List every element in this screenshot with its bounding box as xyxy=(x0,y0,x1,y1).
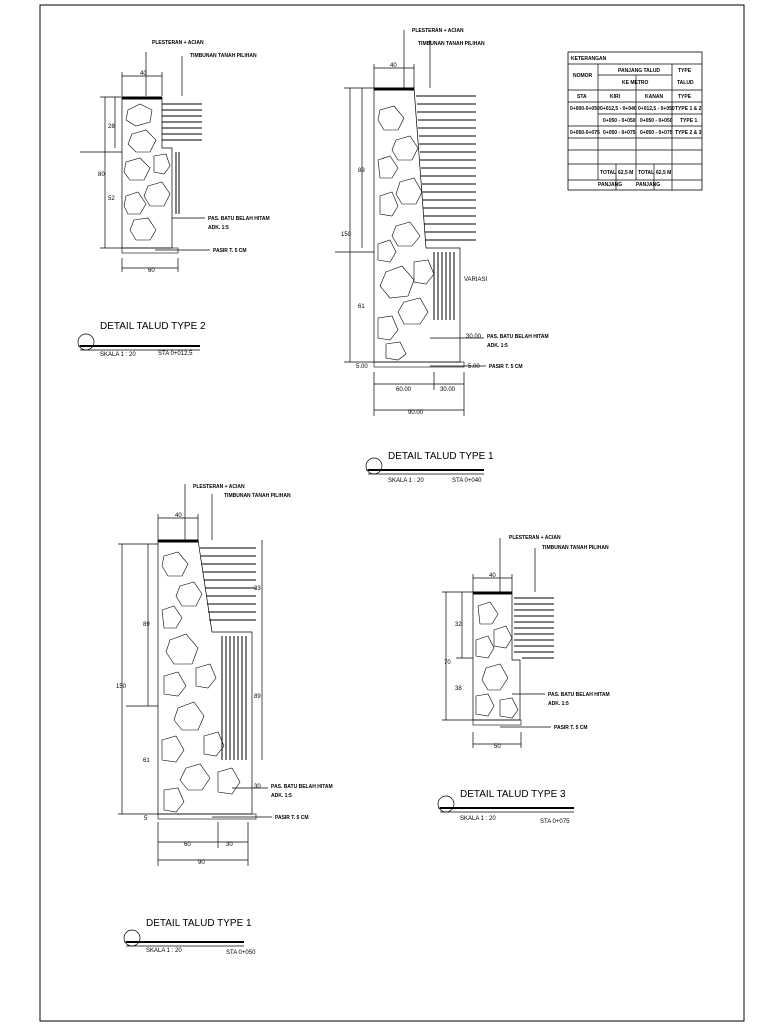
table-cell: 0+050 - 0+075 xyxy=(640,130,673,136)
label-adk: ADK. 1:5 xyxy=(487,343,508,349)
table-cell: 0+050-0+075 xyxy=(570,130,600,136)
sand-bed xyxy=(158,814,256,819)
label-timbunan: TIMBUNAN TANAH PILIHAN xyxy=(542,545,609,551)
table-cell: TYPE 1 xyxy=(680,118,698,124)
sta: STA 0+075 xyxy=(540,819,570,825)
th-kemetro: KE METRO xyxy=(622,80,649,86)
dim-upper: 89 xyxy=(358,168,365,174)
dim-top: 40 xyxy=(175,513,182,519)
dim-top: 40 xyxy=(140,71,147,77)
label-adk: ADK. 1:5 xyxy=(548,701,569,707)
panjang-left: PANJANG xyxy=(598,182,623,188)
dim-lower: 61 xyxy=(143,758,150,764)
dim-lower: 52 xyxy=(108,196,115,202)
stone-pattern xyxy=(162,552,240,812)
th-type-bottom: TALUD xyxy=(677,80,694,86)
table-heading: KETERANGAN xyxy=(571,56,607,62)
th-kanan: KANAN xyxy=(645,94,664,100)
table-cell: TYPE 1 & 2 xyxy=(675,106,702,112)
table-cell: 0+050 - 0+050 xyxy=(640,118,673,124)
table-cell: 0+012,5 - 0+050 xyxy=(638,106,675,112)
sheet-border xyxy=(40,5,744,1021)
label-pasir: PASIR T. 5 CM xyxy=(489,364,523,370)
scale: SKALA 1 : 20 xyxy=(146,948,182,954)
label-pas-batu: PAS. BATU BELAH HITAM xyxy=(548,692,610,698)
label-pasir: PASIR T. 5 CM xyxy=(554,725,588,731)
sta: STA 0+012,5 xyxy=(158,351,193,357)
th-type: TYPE xyxy=(678,94,692,100)
detail-talud-type-3 xyxy=(438,535,610,825)
dim-lower: 38 xyxy=(455,686,462,692)
th-type-top: TYPE xyxy=(678,68,692,74)
table-cell: 0+050 - 0+075 xyxy=(603,130,636,136)
dim-total: 150 xyxy=(341,232,352,238)
label-plester: PLESTERAN + ACIAN xyxy=(412,28,464,34)
label-pas-batu: PAS. BATU BELAH HITAM xyxy=(487,334,549,340)
dim-upper: 89 xyxy=(143,622,150,628)
sand-bed xyxy=(122,248,178,253)
dim-upper: 32 xyxy=(455,622,462,628)
scale: SKALA 1 : 20 xyxy=(460,816,496,822)
label-pas-batu: PAS. BATU BELAH HITAM xyxy=(208,216,270,222)
dim-right-top: 33 xyxy=(254,586,261,592)
label-plester: PLESTERAN + ACIAN xyxy=(193,484,245,490)
soil-hatch xyxy=(416,96,476,320)
dim-top: 40 xyxy=(390,63,397,69)
detail-talud-type-2 xyxy=(78,40,270,358)
th-sta: STA xyxy=(577,94,587,100)
dim-base-left: 60 xyxy=(184,842,191,848)
label-pasir: PASIR T. 5 CM xyxy=(213,248,247,254)
detail-talud-type-1-a xyxy=(335,28,549,484)
title: DETAIL TALUD TYPE 1 xyxy=(388,451,494,462)
label-plester: PLESTERAN + ACIAN xyxy=(509,535,561,541)
dim-top: 40 xyxy=(489,573,496,579)
panjang-right: PANJANG xyxy=(636,182,661,188)
total-right: 62,5 M xyxy=(656,170,672,176)
dim-lower: 61 xyxy=(358,304,365,310)
soil-hatch xyxy=(514,598,554,658)
label-timbunan: TIMBUNAN TANAH PILIHAN xyxy=(190,53,257,59)
th-nomor: NOMOR xyxy=(573,73,593,79)
label-pasir: PASIR T. 5 CM xyxy=(275,815,309,821)
stone-pattern xyxy=(124,104,170,240)
table-cell: 0+050 - 0+050 xyxy=(603,118,636,124)
wall-outline xyxy=(374,88,460,362)
dim-sand-right: 5.00 xyxy=(468,364,480,370)
total-label-right: TOTAL xyxy=(638,170,655,176)
dim-sand: 5 xyxy=(144,816,148,822)
dim-base: 60 xyxy=(148,268,155,274)
total-label-left: TOTAL xyxy=(600,170,617,176)
wall-outline xyxy=(122,97,172,248)
sta: STA 0+050 xyxy=(226,950,256,956)
dim-base-total: 90 xyxy=(198,860,205,866)
scale: SKALA 1 : 20 xyxy=(388,478,424,484)
sta: STA 0+040 xyxy=(452,478,482,484)
table-cell: 0+012,5 - 0+040 xyxy=(600,106,637,112)
title: DETAIL TALUD TYPE 1 xyxy=(146,918,252,929)
total-left: 62,5 M xyxy=(618,170,634,176)
label-pas-batu: PAS. BATU BELAH HITAM xyxy=(271,784,333,790)
label-timbunan: TIMBUNAN TANAH PILIHAN xyxy=(224,493,291,499)
label-timbunan: TIMBUNAN TANAH PILIHAN xyxy=(418,41,485,47)
dim-step: 30 xyxy=(254,784,261,790)
dim-sand: 5.00 xyxy=(356,364,368,370)
dim-base-left: 60.00 xyxy=(396,387,412,393)
table-cell: 0+000-0+050 xyxy=(570,106,600,112)
label-adk: ADK. 1:5 xyxy=(271,793,292,799)
soil-hatch xyxy=(200,548,256,760)
dim-base-total: 90.00 xyxy=(408,410,424,416)
label-variasi: VARIASI xyxy=(464,277,488,283)
label-plester: PLESTERAN + ACIAN xyxy=(152,40,204,46)
dim-total: 150 xyxy=(116,684,127,690)
dim-base: 50 xyxy=(494,744,501,750)
title: DETAIL TALUD TYPE 2 xyxy=(100,321,206,332)
label-adk: ADK. 1:5 xyxy=(208,225,229,231)
dim-right-mid: 89 xyxy=(254,694,261,700)
dim-total: 70 xyxy=(444,660,451,666)
dim-upper: 28 xyxy=(108,124,115,130)
th-kiri: KIRI xyxy=(610,94,620,100)
title: DETAIL TALUD TYPE 3 xyxy=(460,789,566,800)
dim-base-right: 30 xyxy=(226,842,233,848)
wall-outline xyxy=(473,592,520,720)
keterangan-table xyxy=(568,52,702,190)
table-cell: TYPE 2 & 3 xyxy=(675,130,702,136)
th-panjang: PANJANG TALUD xyxy=(618,68,661,74)
dim-base-right: 30.00 xyxy=(440,387,456,393)
scale: SKALA 1 : 20 xyxy=(100,352,136,358)
detail-talud-type-1-b xyxy=(116,484,333,956)
dim-step: 30.00 xyxy=(466,334,482,340)
dim-total: 80 xyxy=(98,172,105,178)
sand-bed xyxy=(473,720,521,725)
